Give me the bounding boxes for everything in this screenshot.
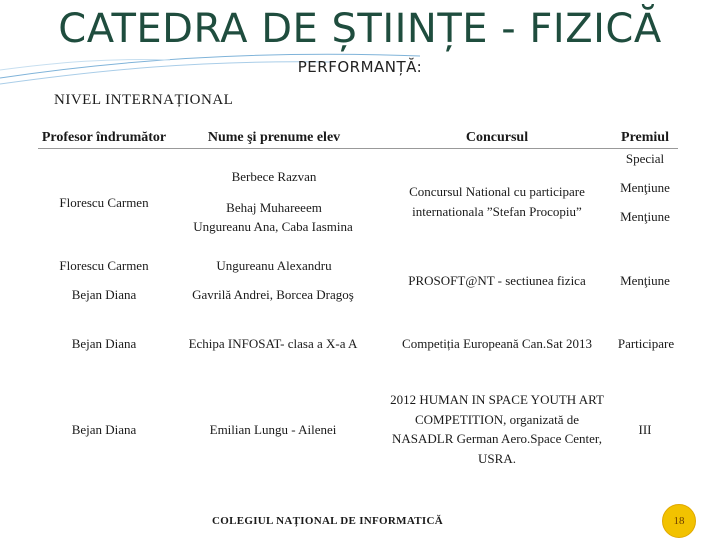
profesor-cell: Bejan Diana [71, 287, 137, 302]
elev-cell: Ungureanu Ana, Caba Iasmina [193, 219, 353, 234]
profesor-cell: Bejan Diana [71, 422, 137, 437]
premiu-cell: Participare [617, 336, 675, 351]
elev-cell: Echipa INFOSAT- clasa a X-a A [188, 336, 358, 351]
concurs-cell: NASADLR German Aero.Space Center, [392, 431, 602, 446]
premiu-cell: Special [625, 151, 665, 166]
premiu-cell: Menţiune [620, 180, 670, 195]
page-number-badge: 18 [662, 504, 696, 538]
premiu-cell: Menţiune [620, 273, 670, 288]
column-header-concurs: Concursul [465, 130, 529, 145]
elev-cell: Gavrilă Andrei, Borcea Dragoş [192, 287, 354, 302]
footer-text: COLEGIUL NAȚIONAL DE INFORMATICĂ [212, 515, 443, 527]
elev-cell: Behaj Muhareeem [226, 200, 322, 215]
concurs-cell: USRA. [478, 451, 516, 466]
column-header-profesor: Profesor îndrumător [41, 130, 167, 145]
concurs-cell: internationala ”Stefan Procopiu” [412, 204, 582, 219]
elev-cell: Ungureanu Alexandru [216, 258, 332, 273]
page-title: CATEDRA DE ȘTIINȚE - FIZICĂ [58, 6, 662, 52]
concurs-cell: Concursul National cu participare [409, 184, 585, 199]
elev-cell: Berbece Razvan [231, 169, 317, 184]
concurs-cell: PROSOFT@NT - sectiunea fizica [408, 273, 586, 288]
profesor-cell: Florescu Carmen [59, 258, 149, 273]
elev-cell: Emilian Lungu - Ailenei [209, 422, 337, 437]
header-divider [38, 148, 678, 149]
column-header-elev: Nume şi prenume elev [207, 130, 341, 145]
premiu-cell: Menţiune [620, 209, 670, 224]
concurs-cell: Competiția Europeană Can.Sat 2013 [402, 336, 592, 351]
column-header-premiu: Premiul [621, 130, 669, 145]
concurs-cell: COMPETITION, organizată de [414, 412, 580, 427]
section-heading: NIVEL INTERNAȚIONAL [54, 92, 234, 108]
premiu-cell: III [638, 422, 652, 437]
profesor-cell: Florescu Carmen [59, 195, 149, 210]
profesor-cell: Bejan Diana [71, 336, 137, 351]
concurs-cell: 2012 HUMAN IN SPACE YOUTH ART [390, 392, 604, 407]
page-subtitle: PERFORMANȚĂ: [297, 58, 423, 76]
